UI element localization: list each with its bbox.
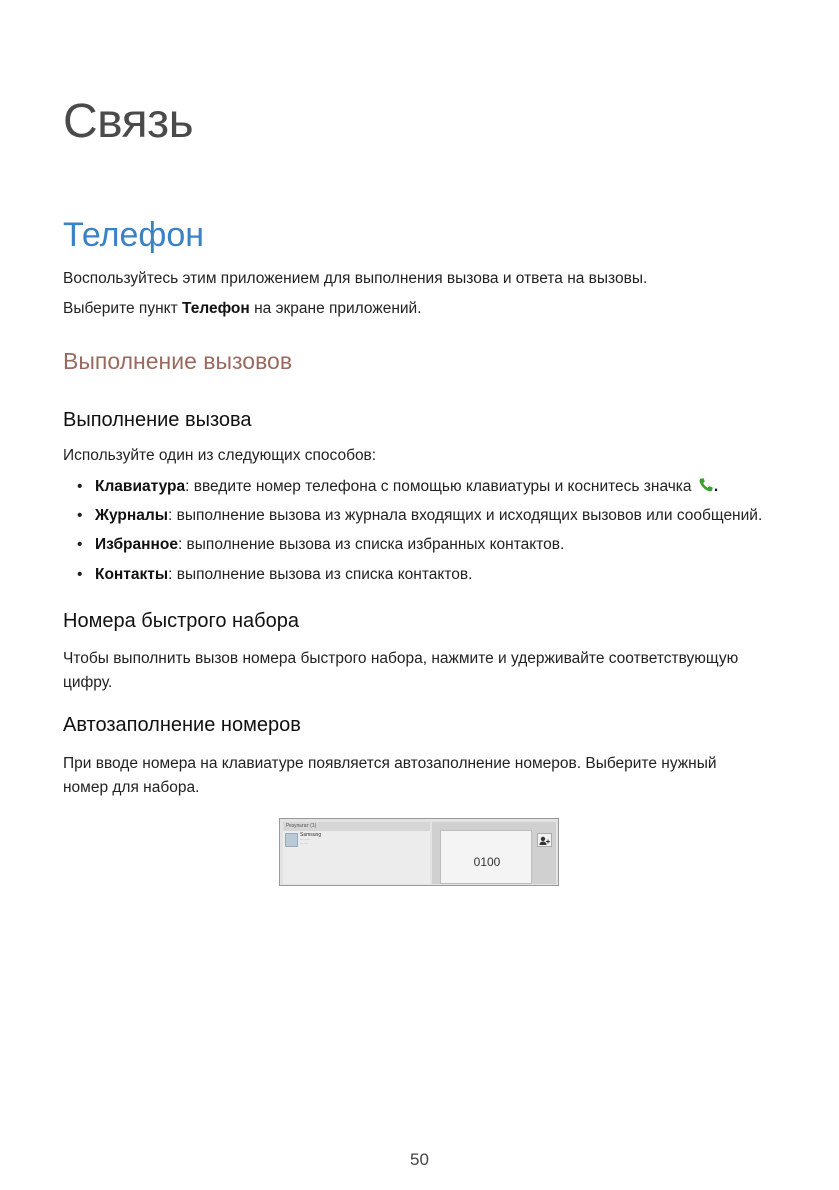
select-app-name: Телефон <box>182 300 250 317</box>
dial-panel <box>432 822 556 884</box>
chapter-title: Связь <box>63 95 194 148</box>
section-title: Телефон <box>63 216 205 254</box>
subsection-title: Выполнение вызовов <box>63 348 293 374</box>
contact-avatar <box>285 833 298 847</box>
speed-dial-title: Номера быстрого набора <box>63 610 300 632</box>
bullet-bold: Контакты <box>95 566 169 583</box>
bullet-dot: • <box>77 478 83 495</box>
autofill-title: Автозаполнение номеров <box>63 714 301 736</box>
making-call-intro: Используйте один из следующих способов: <box>63 447 377 464</box>
page-number: 50 <box>410 1150 429 1169</box>
select-suffix: на экране приложений. <box>249 300 422 317</box>
bullet-bold: Клавиатура <box>95 478 186 495</box>
bullet-text: : введите номер телефона с помощью клавиатуры и коснитесь значка <box>185 478 696 495</box>
bullet-bold: Журналы <box>95 507 168 524</box>
bullet-keypad <box>77 477 718 499</box>
bullet-bold: Избранное <box>95 536 178 553</box>
select-prefix: Выберите пункт <box>63 300 182 317</box>
bullet-period: . <box>713 478 719 495</box>
bullet-contacts <box>77 565 472 585</box>
bullet-dot: • <box>77 566 83 583</box>
making-call-title: Выполнение вызова <box>63 409 252 431</box>
section-select-instruction <box>63 299 422 319</box>
phone-green-icon <box>698 477 714 499</box>
contact-detail-line: ········· <box>300 838 311 842</box>
autofill-text: При вводе номера на клавиатуре появляется автозаполнение номеров. Выберите нужный номер для набора. <box>63 755 717 796</box>
speed-dial-text: Чтобы выполнить вызов номера быстрого набора, нажмите и удерживайте соответствующую цифру. <box>63 650 739 691</box>
bullet-text: : выполнение вызова из списка контактов. <box>168 566 473 583</box>
bullet-logs <box>77 506 762 526</box>
results-header: Результат (1) <box>283 822 430 831</box>
contact-name: Samsung <box>300 832 322 838</box>
bullet-favorites <box>77 535 564 555</box>
bullet-text: : выполнение вызова из списка избранных контактов. <box>177 536 565 553</box>
autofill-screenshot <box>279 818 559 886</box>
dialed-number: 0100 <box>473 855 501 869</box>
search-results-panel <box>283 822 430 884</box>
section-intro: Воспользуйтесь этим приложением для выполнения вызова и ответа на вызовы. <box>63 270 648 287</box>
bullet-dot: • <box>77 507 83 524</box>
bullet-dot: • <box>77 536 83 553</box>
number-display <box>440 830 532 884</box>
bullet-text: : выполнение вызова из журнала входящих и исходящих вызовов или сообщений. <box>167 507 763 524</box>
add-contact-icon <box>537 833 552 847</box>
contact-detail-line: ······· <box>300 842 309 846</box>
